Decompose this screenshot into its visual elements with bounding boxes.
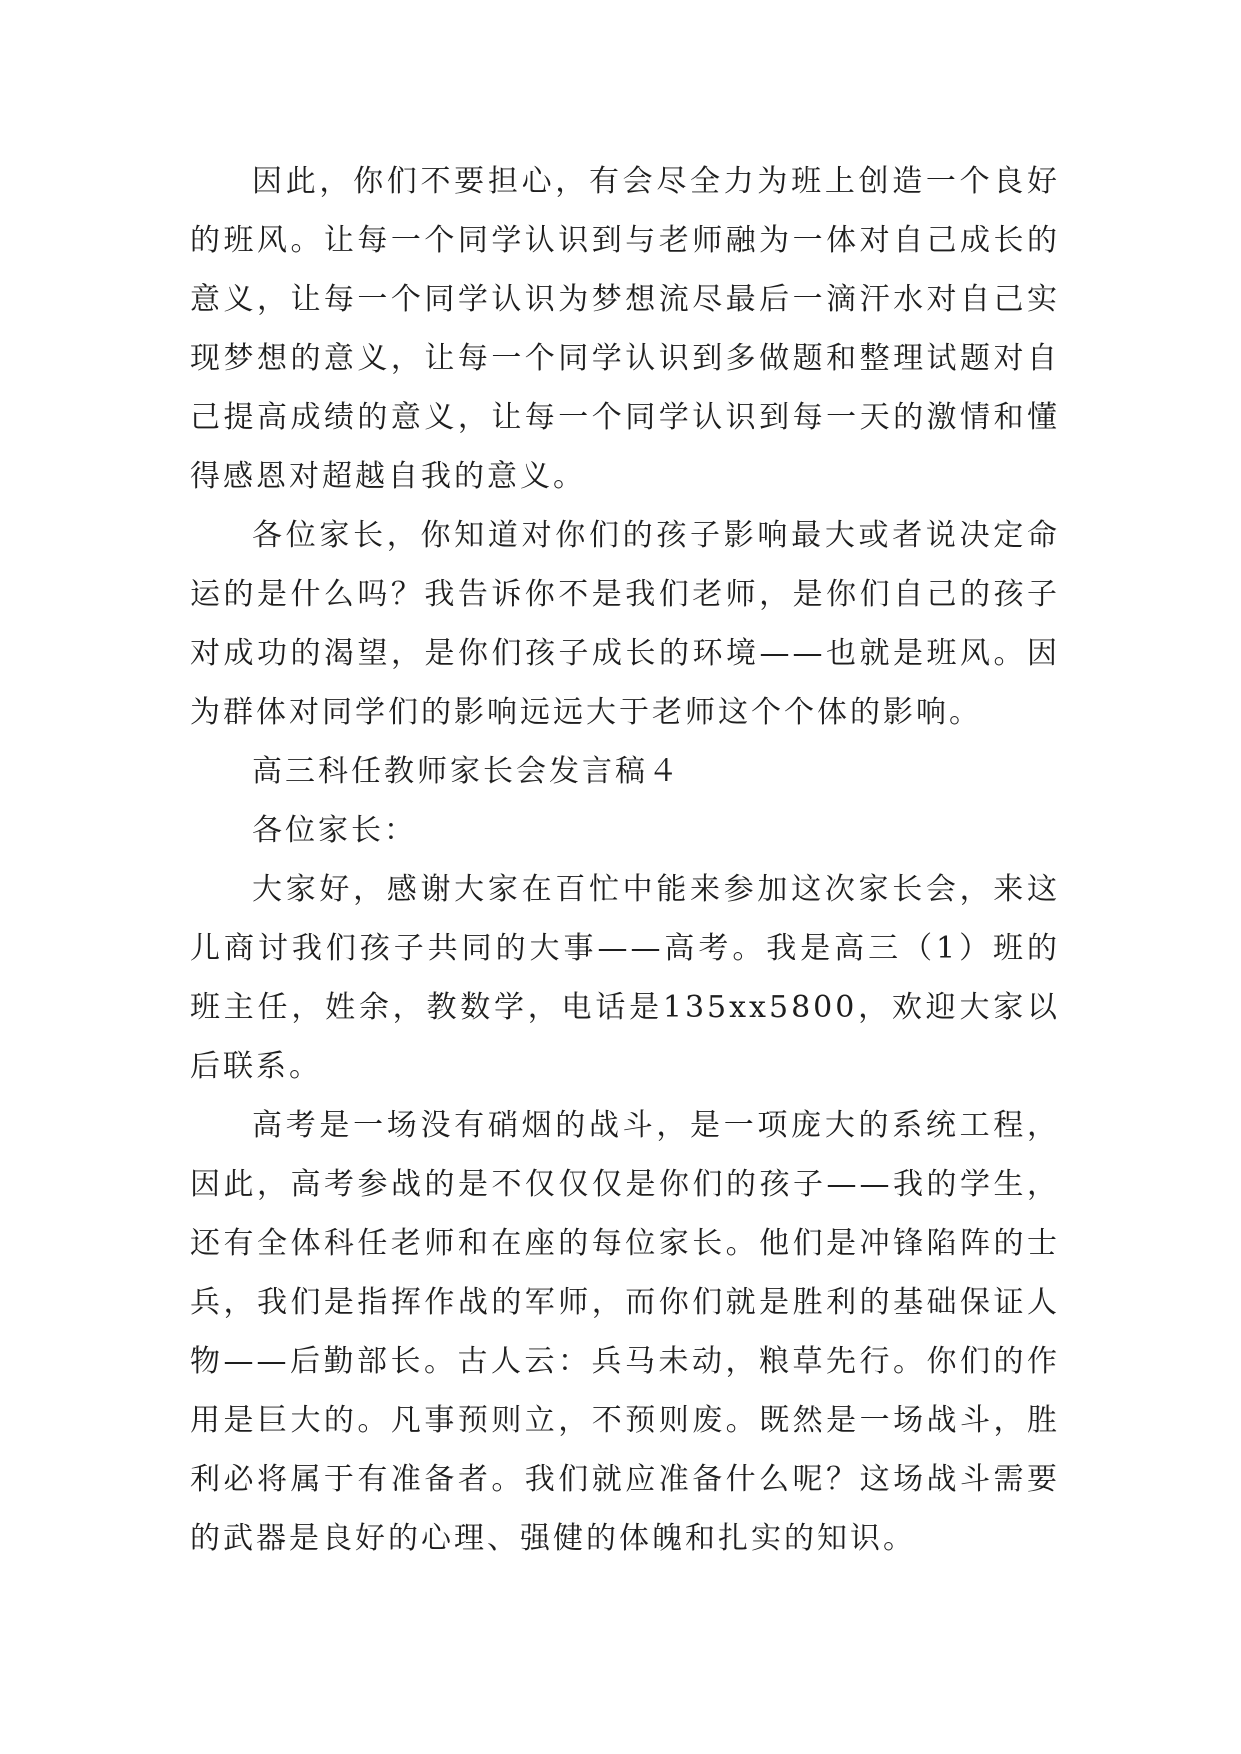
salutation: 各位家长： xyxy=(252,813,417,848)
section-heading: 高三科任教师家长会发言稿４ xyxy=(252,754,681,789)
paragraph-class-atmosphere: 因此，你们不要担心，有会尽全力为班上创造一个良好的班风。让每一个同学认识到与老师融为一体对自己成长的意义，让每一个同学认识为梦想流尽最后一滴汗水对自己实现梦想的意义，让每一个同学认识到多做题和整理试题对自己提高成绩的意义，让每一个同学认识到每一天的激情和懂得感恩对超越自我的意义。 xyxy=(190,164,1060,494)
paragraph-parents-influence: 各位家长，你知道对你们的孩子影响最大或者说决定命运的是什么吗？我告诉你不是我们老师，是你们自己的孩子对成功的渴望，是你们孩子成长的环境——也就是班风。因为群体对同学们的影响远远大于老师这个个体的影响。 xyxy=(190,518,1060,730)
paragraph-exam-battle: 高考是一场没有硝烟的战斗，是一项庞大的系统工程，因此，高考参战的是不仅仅仅是你们的孩子——我的学生，还有全体科任老师和在座的每位家长。他们是冲锋陷阵的士兵，我们是指挥作战的军师，而你们就是胜利的基础保证人物——后勤部长。古人云：兵马未动，粮草先行。你们的作用是巨大的。凡事预则立，不预则废。既然是一场战斗，胜利必将属于有准备者。我们就应准备什么呢？这场战斗需要的武器是良好的心理、强健的体魄和扎实的知识。 xyxy=(190,1108,1060,1556)
paragraph-greeting: 大家好，感谢大家在百忙中能来参加这次家长会，来这儿商讨我们孩子共同的大事——高考。我是高三（1）班的班主任，姓余，教数学，电话是135xx5800，欢迎大家以后联系。 xyxy=(190,872,1060,1084)
document-body xyxy=(190,152,1060,1568)
